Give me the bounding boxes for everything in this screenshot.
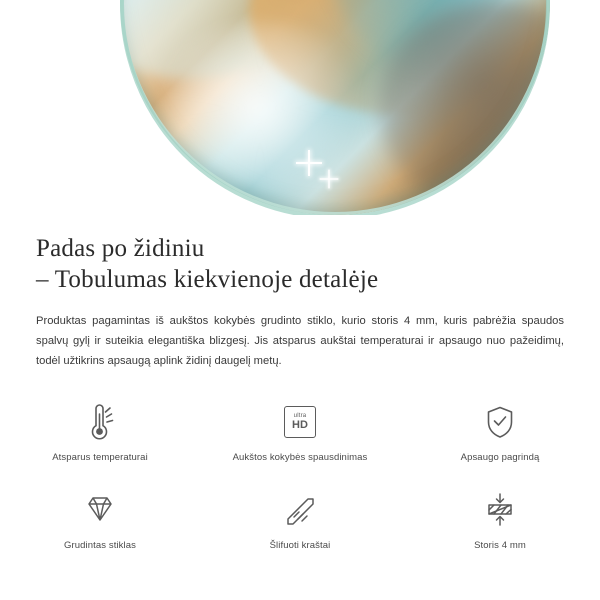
feature-item-print-quality: [200, 392, 400, 480]
feature-item-tempered-glass: [0, 480, 200, 568]
ultra-hd-badge: [284, 406, 316, 438]
feature-label: Grudintas stiklas: [64, 540, 136, 551]
feature-label: Apsaugo pagrindą: [460, 452, 540, 463]
feature-item-temperature-resistant: [0, 392, 200, 480]
feature-item-polished-edges: [200, 480, 400, 568]
thickness-arrows-icon: [482, 488, 518, 532]
feature-item-surface-protection: [400, 392, 600, 480]
headline-line-2: – Tobulumas kiekvienoje detalėje: [36, 266, 379, 293]
feature-grid: [0, 392, 600, 568]
thermometer-icon: [83, 400, 117, 444]
ultra-hd-badge-bottom: HD: [292, 419, 308, 431]
diamond-icon: [82, 488, 118, 532]
description-paragraph: Produktas pagamintas iš aukštos kokybės grudinto stiklo, kurio storis 4 mm, kuris pabrėžia spaudos spalvų gylį ir suteikia elegantiška blizgesį. Jis atsparus aukštai temperaturai ir apsaugo nuo pažeidimų, todėl užtikrins apsaugą aplink židinį daugelį metų.: [36, 315, 564, 367]
polished-edges-icon: [282, 488, 318, 532]
feature-label: Storis 4 mm: [474, 540, 526, 551]
shield-check-icon: [483, 400, 517, 444]
feature-label: Aukštos kokybės spausdinimas: [232, 452, 368, 463]
feature-label: Šlifuoti kraštai: [269, 540, 331, 551]
ultra-hd-icon: [284, 400, 316, 444]
feature-label: Atsparus temperaturai: [52, 452, 148, 463]
page-title: [0, 215, 600, 295]
feature-item-thickness: [400, 480, 600, 568]
text-content: [0, 215, 600, 371]
hero-product-image: [0, 0, 600, 215]
headline-line-1: Padas po židiniu: [36, 235, 205, 262]
glass-disc-product: [120, 0, 550, 215]
ultra-hd-badge-top: ultra: [293, 413, 307, 419]
